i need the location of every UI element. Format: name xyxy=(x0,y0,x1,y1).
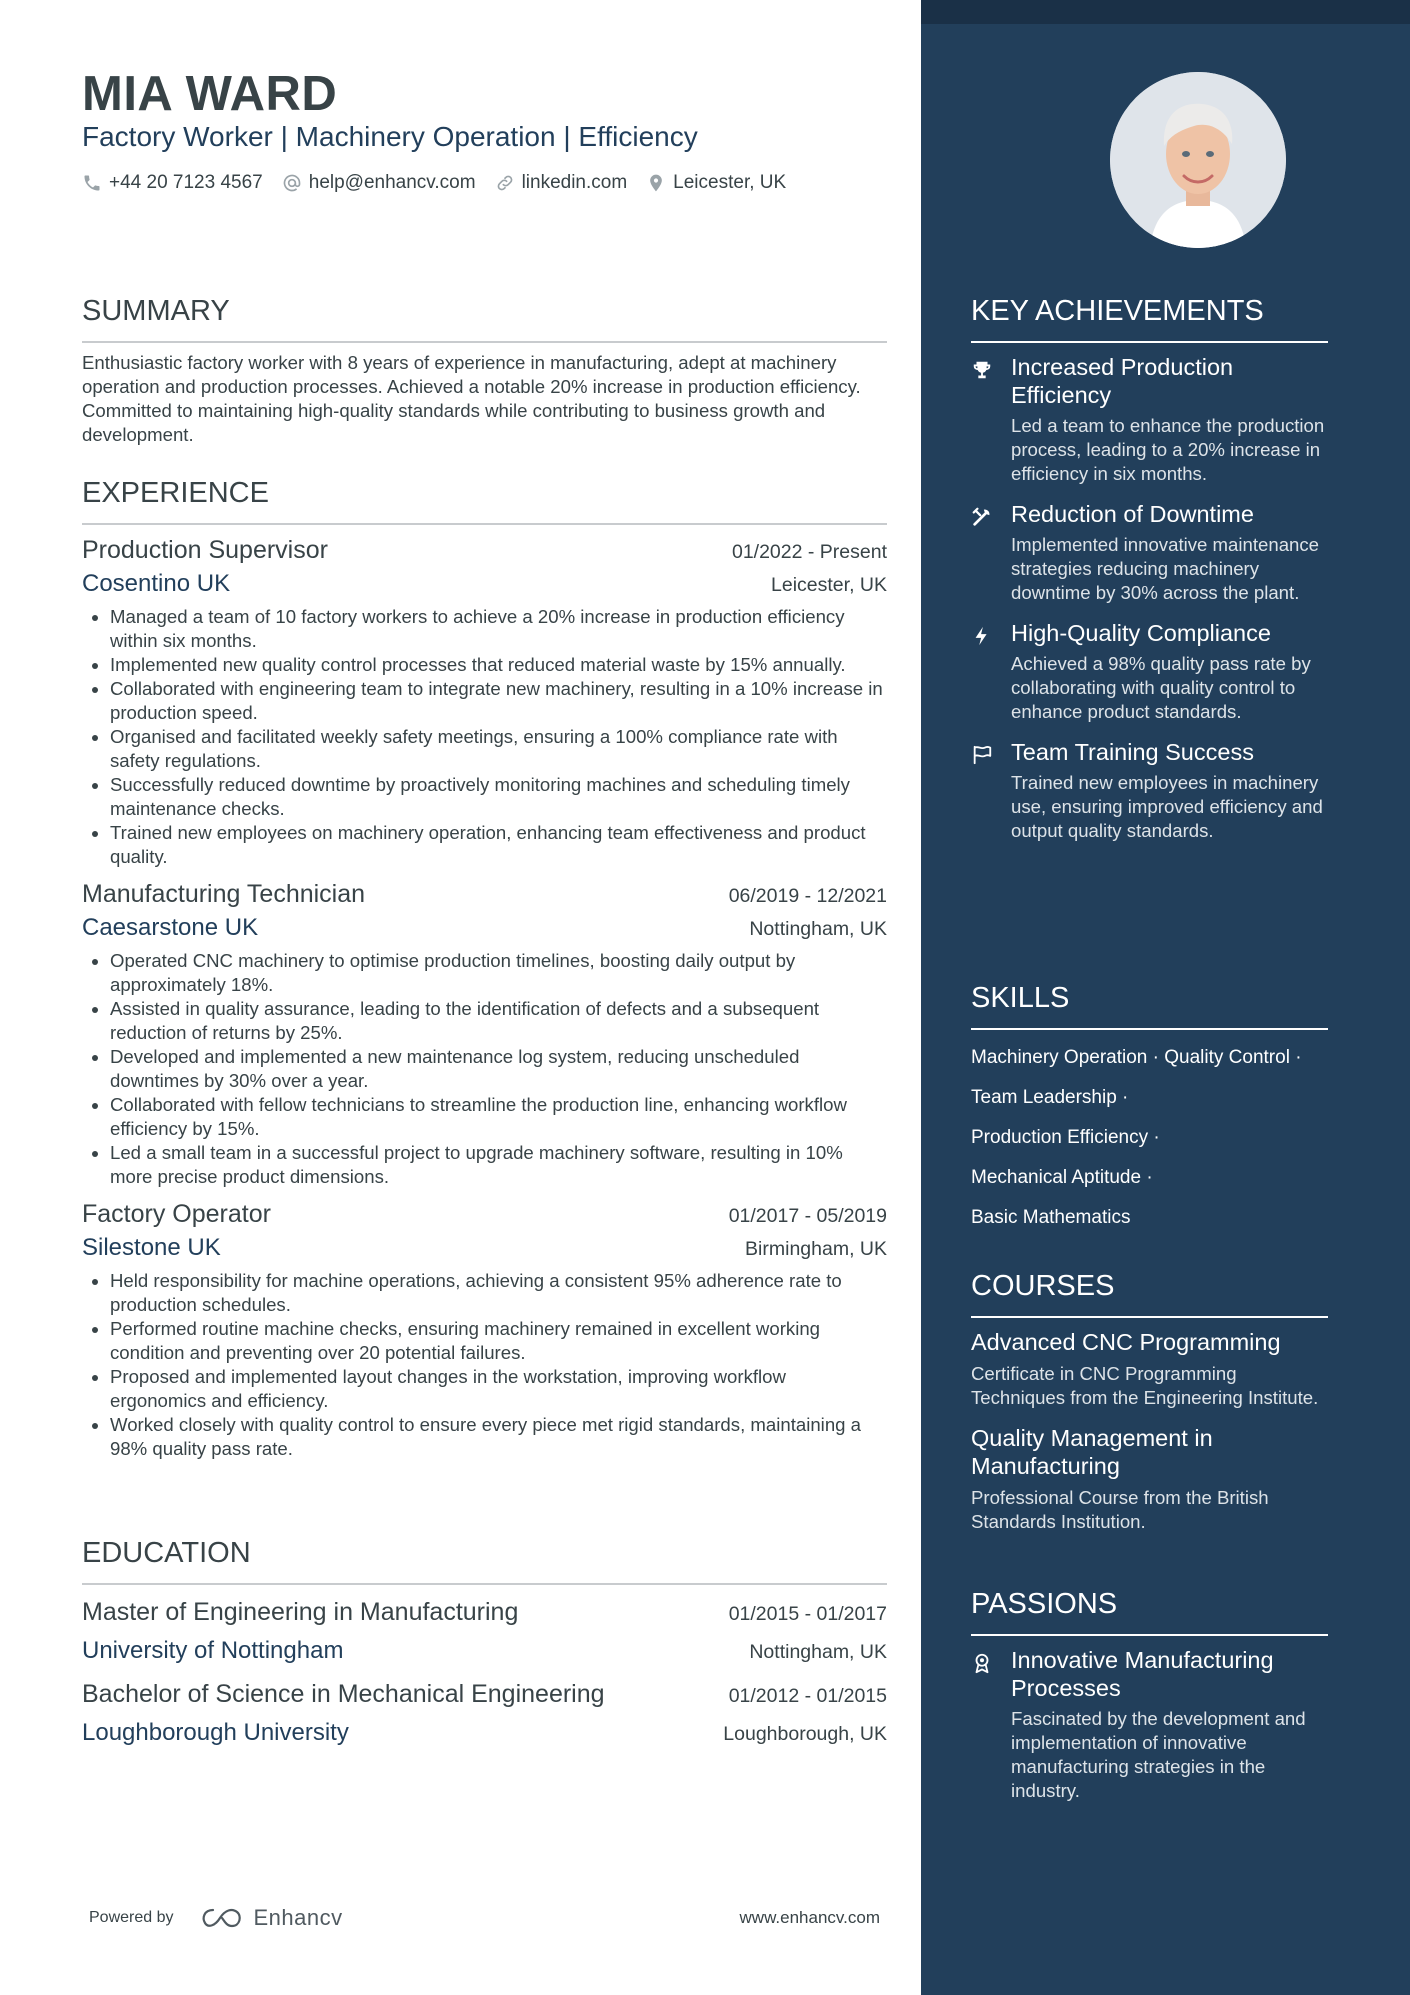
contact-link[interactable] xyxy=(495,172,628,194)
achievement-desc: Trained new employees in machinery use, ensuring improved efficiency and output quality standards. xyxy=(1011,772,1323,841)
achievement-title: Reduction of Downtime xyxy=(1011,501,1254,527)
summary-heading: SUMMARY xyxy=(82,295,230,327)
candidate-name: MIA WARD xyxy=(82,67,338,121)
bullet-item: • Organised and facilitated weekly safety meetings, ensuring a 100% compliance rate with safety regulations. xyxy=(110,725,887,773)
skill-tag: Basic Mathematics xyxy=(971,1207,1131,1228)
job-role: Factory Operator xyxy=(82,1200,271,1228)
skill-tag: Team Leadership xyxy=(971,1087,1117,1108)
passion-title: Innovative Manufacturing Processes xyxy=(1011,1647,1274,1701)
bullet-item: • Managed a team of 10 factory workers to achieve a 20% increase in production efficiency within six months. xyxy=(110,605,887,653)
sidebar xyxy=(921,0,1410,1995)
bullet-item: • Proposed and implemented layout changes in the workstation, improving workflow ergonomics and efficiency. xyxy=(110,1365,887,1413)
bullet-item: • Successfully reduced downtime by proactively monitoring machines and scheduling timely maintenance checks. xyxy=(110,773,887,821)
contact-bar xyxy=(82,172,805,194)
education-dates: 01/2012 - 01/2015 xyxy=(728,1685,887,1707)
job-entry xyxy=(82,1197,887,1461)
job-dates: 01/2017 - 05/2019 xyxy=(728,1205,887,1227)
courses-section xyxy=(971,1268,1328,1534)
degree-name: Master of Engineering in Manufacturing xyxy=(82,1598,519,1626)
experience-section xyxy=(82,475,887,1461)
skill-tag: Mechanical Aptitude xyxy=(971,1167,1142,1188)
course-item xyxy=(971,1424,1328,1534)
sidebar-top-band xyxy=(921,0,1410,24)
course-desc: Certificate in CNC Programming Techniques from the Engineering Institute. xyxy=(971,1363,1319,1408)
skills-heading: SKILLS xyxy=(971,982,1070,1014)
school-name: University of Nottingham xyxy=(82,1637,344,1664)
location-text: Leicester, UK xyxy=(673,172,787,193)
section-divider xyxy=(971,341,1328,343)
achievement-item xyxy=(971,738,1328,843)
section-divider xyxy=(971,1316,1328,1318)
experience-heading: EXPERIENCE xyxy=(82,477,269,509)
job-role: Production Supervisor xyxy=(82,536,328,564)
contact-email[interactable] xyxy=(282,172,476,194)
achievement-title: Increased Production Efficiency xyxy=(1011,354,1234,408)
job-dates: 06/2019 - 12/2021 xyxy=(728,885,887,907)
job-company: Caesarstone UK xyxy=(82,914,259,941)
bullet-item: • Held responsibility for machine operations, achieving a consistent 95% adherence rate to production schedules. xyxy=(110,1269,887,1317)
achievement-title: Team Training Success xyxy=(1011,739,1254,765)
course-desc: Professional Course from the British Standards Institution. xyxy=(971,1487,1269,1532)
job-company: Cosentino UK xyxy=(82,570,231,597)
section-divider xyxy=(82,341,887,343)
bullet-item: • Operated CNC machinery to optimise production timelines, boosting daily output by approximately 18%. xyxy=(110,949,887,997)
education-heading: EDUCATION xyxy=(82,1537,251,1569)
job-company: Silestone UK xyxy=(82,1234,221,1261)
job-role: Manufacturing Technician xyxy=(82,880,366,908)
tools-icon xyxy=(971,506,993,528)
achievement-desc: Led a team to enhance the production process, leading to a 20% increase in efficiency in six months. xyxy=(1011,415,1325,484)
job-dates: 01/2022 - Present xyxy=(731,541,887,563)
course-title: Quality Management in Manufacturing xyxy=(971,1425,1213,1479)
passions-heading: PASSIONS xyxy=(971,1588,1118,1620)
bullet-item: • Worked closely with quality control to ensure every piece met rigid standards, maintaining a 98% quality pass rate. xyxy=(110,1413,887,1461)
school-location: Nottingham, UK xyxy=(749,1641,887,1663)
school-name: Loughborough University xyxy=(82,1719,349,1746)
main-column xyxy=(82,0,887,1995)
achievement-desc: Implemented innovative maintenance strategies reducing machinery downtime by 30% across the plant. xyxy=(1011,534,1320,603)
skills-section xyxy=(971,980,1328,1238)
contact-location xyxy=(646,172,786,194)
skills-list: Machinery Operation · Quality Control · Team Leadership · Production Efficiency · Mechanical Aptitude · Basic Mathematics xyxy=(971,1047,1302,1228)
achievement-item xyxy=(971,619,1328,724)
summary-section xyxy=(82,293,887,447)
phone-text: +44 20 7123 4567 xyxy=(109,172,263,193)
powered-by-label: Powered by xyxy=(89,1909,174,1926)
enhancv-logo-icon xyxy=(200,1906,246,1930)
job-location: Birmingham, UK xyxy=(745,1238,887,1260)
school-location: Loughborough, UK xyxy=(723,1723,887,1745)
skill-tag: Production Efficiency xyxy=(971,1127,1149,1148)
passions-section xyxy=(971,1586,1328,1803)
summary-text: Enthusiastic factory worker with 8 years of experience in manufacturing, adept at machinery operation and production processes. Achieved a notable 20% increase in production efficiency. Committed to maintaining high-quality standards while contributing to business growth and development. xyxy=(82,352,861,445)
location-pin-icon xyxy=(646,173,666,193)
award-icon xyxy=(971,1652,993,1674)
skill-tag: Machinery Operation xyxy=(971,1047,1148,1068)
at-icon xyxy=(282,173,302,193)
passion-item xyxy=(971,1646,1328,1803)
job-entry xyxy=(82,877,887,1189)
job-location: Leicester, UK xyxy=(771,574,887,596)
skill-tag: Quality Control xyxy=(1164,1047,1290,1068)
bullet-item: • Trained new employees on machinery operation, enhancing team effectiveness and product quality. xyxy=(110,821,887,869)
course-item xyxy=(971,1328,1328,1410)
link-text: linkedin.com xyxy=(521,172,628,193)
footer xyxy=(89,1900,887,1936)
achievement-item xyxy=(971,353,1328,486)
bullet-item: • Assisted in quality assurance, leading to the identification of defects and a subsequent reduction of returns by 25%. xyxy=(110,997,887,1045)
bullet-item: • Collaborated with fellow technicians to streamline the production line, enhancing workflow efficiency by 15%. xyxy=(110,1093,887,1141)
link-icon xyxy=(495,173,515,193)
courses-heading: COURSES xyxy=(971,1270,1115,1302)
section-divider xyxy=(971,1028,1328,1030)
education-entry xyxy=(82,1593,887,1671)
phone-icon xyxy=(82,173,102,193)
job-bullets xyxy=(82,949,887,1189)
section-divider xyxy=(82,1583,887,1585)
achievements-section xyxy=(971,293,1328,843)
footer-url[interactable]: www.enhancv.com xyxy=(739,1908,880,1927)
achievements-heading: KEY ACHIEVEMENTS xyxy=(971,295,1264,327)
job-bullets xyxy=(82,605,887,869)
trophy-icon xyxy=(971,359,993,381)
bullet-item: • Led a small team in a successful project to upgrade machinery software, resulting in 10% more precise product dimensions. xyxy=(110,1141,887,1189)
job-location: Nottingham, UK xyxy=(749,918,887,940)
job-entry xyxy=(82,533,887,869)
email-text: help@enhancv.com xyxy=(308,172,476,193)
achievement-title: High-Quality Compliance xyxy=(1011,620,1271,646)
achievement-desc: Achieved a 98% quality pass rate by collaborating with quality control to enhance product standards. xyxy=(1011,653,1311,722)
profile-photo-portrait xyxy=(1110,72,1286,248)
enhancv-logo[interactable] xyxy=(200,1905,343,1931)
education-entry xyxy=(82,1675,887,1753)
contact-phone[interactable] xyxy=(82,172,263,194)
job-bullets xyxy=(82,1269,887,1461)
education-dates: 01/2015 - 01/2017 xyxy=(728,1603,887,1625)
course-title: Advanced CNC Programming xyxy=(971,1329,1281,1355)
lightning-icon xyxy=(971,625,993,647)
candidate-title: Factory Worker | Machinery Operation | Efficiency xyxy=(82,121,698,152)
bullet-item: • Collaborated with engineering team to integrate new machinery, resulting in a 10% increase in production speed. xyxy=(110,677,887,725)
section-divider xyxy=(971,1634,1328,1636)
passion-desc: Fascinated by the development and implementation of innovative manufacturing strategies in the industry. xyxy=(1011,1708,1306,1801)
profile-photo xyxy=(1110,72,1286,248)
brand-name: Enhancv xyxy=(253,1905,343,1930)
achievement-item xyxy=(971,500,1328,605)
bullet-item: • Implemented new quality control processes that reduced material waste by 15% annually. xyxy=(110,653,887,677)
bullet-item: • Developed and implemented a new maintenance log system, reducing unscheduled downtimes by 30% over a year. xyxy=(110,1045,887,1093)
section-divider xyxy=(82,523,887,525)
flag-icon xyxy=(971,744,993,766)
degree-name: Bachelor of Science in Mechanical Engineering xyxy=(82,1680,605,1708)
bullet-item: • Performed routine machine checks, ensuring machinery remained in excellent working condition and preventing over 20 potential failures. xyxy=(110,1317,887,1365)
education-section xyxy=(82,1535,887,1753)
